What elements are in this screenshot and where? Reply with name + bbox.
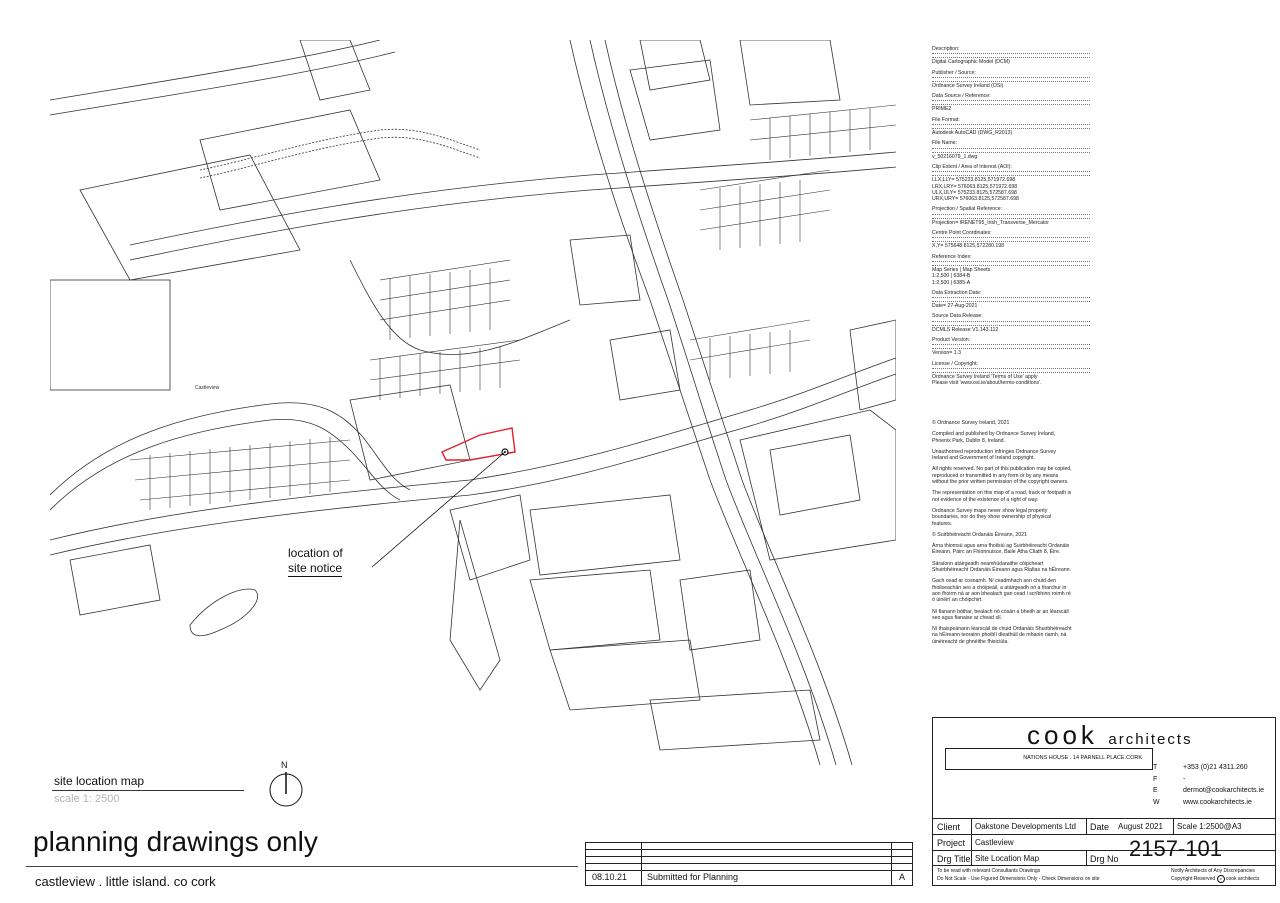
metadata-label: Source Data Release: <box>932 313 983 320</box>
metadata-label: Data Source / Reference: <box>932 93 991 100</box>
contact-row <box>1153 785 1273 797</box>
legend-title: site location map <box>54 774 145 788</box>
copyright-paragraph: Gach cead ar cosnamh. Ní ceadmhach aon chuid den fhoilseachán seo a chóipeáil, a atáirgeadh nó a tharchur in aon fhoirm ná ar aon bhealach gan cead i scríbhinn roimh ré ó úinéirí an chóipchirt. <box>932 578 1071 604</box>
firm-name-architects: architects <box>1108 731 1193 748</box>
enclosure <box>350 385 470 480</box>
contact-key: T <box>1153 764 1158 771</box>
copyright-paragraph: Ordnance Survey maps never show legal property boundaries, nor do they show ownership of physical features. <box>932 507 1052 527</box>
building <box>70 545 160 615</box>
metadata-rule <box>932 261 1090 266</box>
building <box>300 40 370 100</box>
middle-road <box>130 152 896 245</box>
watercourse <box>200 129 480 170</box>
revision-date: 08.10.21 <box>592 872 628 882</box>
copyright-paragraph: Ní thaispeánann léarscáil de chuid Ordanáis Shuirbhéireacht na hÉireann teorainn phoiblí dleathúil de mhaoin riamh, ná úinéireacht de ghnéithe fhisiciúla. <box>932 626 1072 645</box>
firm-address: NATIONS HOUSE . 14 PARNELL PLACE.CORK <box>1023 755 1142 761</box>
enclosure <box>570 235 640 305</box>
note-consultants: To be read with relevant Consultants Drawings <box>937 868 1041 874</box>
metadata-label: Projection / Spatial Reference: <box>932 206 1003 213</box>
contact-value: - <box>1183 775 1186 783</box>
contact-value: www.cookarchitects.ie <box>1183 798 1252 806</box>
copyright-mark: c <box>1217 875 1225 883</box>
main-road-edge <box>50 374 896 555</box>
metadata-value: LRX,LRY= 576063.8125,571972.698 <box>932 183 1018 190</box>
metadata-value: Please visit 'www.osi.ie/about/terms-conditions'. <box>932 380 1042 387</box>
metadata-rule <box>932 171 1090 176</box>
contact-key: F <box>1153 775 1158 783</box>
metadata-rule <box>932 100 1090 105</box>
ns-road-edge <box>590 40 836 765</box>
metadata-label: License / Copyright: <box>932 360 978 367</box>
metadata-rule <box>932 77 1090 82</box>
map-metadata <box>932 42 1092 387</box>
copyright-paragraph: Sáraíonn atáirgeadh neamhúdaraithe cóipcheart Shuirbhéireacht Ordanáis Éireann agus Rialtas na hÉireann. <box>932 560 1071 574</box>
enclosure <box>550 640 700 710</box>
metadata-value: Autodesk AutoCAD (DWG_R2013) <box>932 130 1013 137</box>
enclosure <box>610 330 680 400</box>
building <box>640 40 710 90</box>
enclosure <box>450 520 500 690</box>
drg-no-label: Drg No <box>1090 854 1119 864</box>
building <box>740 410 896 560</box>
site-notice-label-line1: location of <box>288 546 343 560</box>
building <box>650 690 820 750</box>
copyright-paragraph: All rights reserved. No part of this publication may be copied, reproduced or transmitted in any form or by any means without the prior written permission of the copyright owners. <box>932 466 1072 486</box>
site-notice-label-line2: site notice <box>288 561 343 575</box>
north-road <box>50 40 380 100</box>
planning-heading: planning drawings only <box>33 826 318 857</box>
metadata-label: File Name: <box>932 140 958 147</box>
contact-row <box>1153 774 1273 786</box>
contact-key: E <box>1153 787 1158 794</box>
metadata-value: Digital Cartographic Model (DCM) <box>932 59 1010 66</box>
client-value: Oakstone Developments Ltd <box>975 822 1076 831</box>
metadata-value: v_50216079_1.dwg <box>932 153 978 160</box>
revision-letter: A <box>899 872 906 882</box>
building <box>770 435 860 515</box>
metadata-label: Publisher / Source: <box>932 69 976 76</box>
metadata-rule <box>932 124 1090 129</box>
contact-row <box>1153 797 1273 809</box>
metadata-value: Version= 1.3 <box>932 350 961 357</box>
legend-scale: scale 1: 2500 <box>54 793 120 805</box>
metadata-rule <box>932 344 1090 349</box>
site-notice-label <box>288 546 343 577</box>
drg-title-label: Drg Title <box>937 854 971 864</box>
metadata-value: 1:2,500 | 6384-B <box>932 273 971 280</box>
metadata-rule <box>932 297 1090 302</box>
enclosure <box>450 495 530 580</box>
note-discrepancies: Notify Architects of Any Discrepancies <box>1171 868 1255 874</box>
metadata-value: ULX,ULY= 575233.8125,572587.698 <box>932 189 1017 196</box>
copyright-paragraph: Unauthorised reproduction infringes Ordnance Survey Ireland and Government of Ireland copyright. <box>932 448 1056 462</box>
copyright-paragraph: © Ordnance Survey Ireland, 2021 <box>932 420 1010 426</box>
building <box>530 495 680 575</box>
firm-name-cook: cook <box>1027 720 1098 750</box>
north-letter: N <box>281 760 288 770</box>
metadata-value: Ordnance Survey Ireland (OSi) <box>932 82 1004 89</box>
building <box>680 570 760 650</box>
metadata-label: Clip Extent / Area of Interest (AOI): <box>932 163 1012 170</box>
north-arrow <box>268 760 304 808</box>
metadata-label: Product Version: <box>932 337 971 344</box>
footer-rule <box>26 866 578 867</box>
middle-road-edge <box>130 167 896 260</box>
scale-value: Scale 1:2500@A3 <box>1177 822 1242 831</box>
plot-grid <box>130 105 896 510</box>
project-label: Project <box>937 838 966 848</box>
building <box>630 60 720 140</box>
copyright-paragraph: Compiled and published by Ordnance Survey Ireland, Phoenix Park, Dublin 8, Ireland. <box>932 431 1056 444</box>
contact-value: dermot@cookarchitects.ie <box>1183 787 1265 794</box>
metadata-value: Projection= IRENET95_Irish_Transverse_Mercator <box>932 219 1050 226</box>
metadata-rule <box>932 214 1090 219</box>
metadata-label: Reference Index: <box>932 253 972 260</box>
metadata-value: Map Series | Map Sheets <box>932 266 991 273</box>
building <box>80 155 300 280</box>
drg-no-value: 2157-101 <box>1129 836 1222 861</box>
metadata-value: DCMLS Release V1.143.112 <box>932 326 999 333</box>
main-road <box>50 358 896 540</box>
metadata-value: URX,URY= 576063.8125,572587.698 <box>932 196 1019 203</box>
legend-rule <box>52 790 244 791</box>
client-label: Client <box>937 822 961 832</box>
metadata-value: PRIME2 <box>932 106 952 113</box>
metadata-rule <box>932 321 1090 326</box>
estate-road <box>350 260 570 355</box>
firm-address-box <box>945 748 1153 770</box>
metadata-label: Data Extraction Date: <box>932 289 982 296</box>
building <box>850 320 896 410</box>
place-label: Castleview <box>195 385 220 391</box>
building <box>50 280 170 390</box>
ns-road <box>570 40 820 765</box>
building <box>740 40 840 105</box>
pond <box>190 589 258 636</box>
firm-logo <box>1027 720 1193 751</box>
metadata-label: Description: <box>932 46 960 52</box>
contact-row <box>1153 762 1273 774</box>
metadata-rule <box>932 368 1090 373</box>
copyright-paragraph: The representation on this map of a road, track or footpath is not evidence of the existence of a right of way. <box>932 490 1072 503</box>
metadata-label: File Format: <box>932 116 960 123</box>
drg-title-value: Site Location Map <box>975 854 1040 863</box>
copyright-notes <box>932 420 1072 650</box>
metadata-label: Centre Point Coordinates: <box>932 230 992 237</box>
metadata-rule <box>932 53 1090 58</box>
metadata-rule <box>932 148 1090 153</box>
castleview-road <box>50 419 400 510</box>
date-label: Date <box>1090 822 1110 832</box>
enclosure <box>530 570 660 650</box>
copyright-paragraph: Ní fianann bóthar, bealach nó cosán a bheith ar an léarscáil seo agus fianaise ar chead slí. <box>932 608 1069 621</box>
contact-key: W <box>1153 798 1160 806</box>
title-block <box>932 717 1276 886</box>
date-value: August 2021 <box>1118 822 1163 831</box>
note-do-not-scale: Do Not Scale - Use Figured Dimensions Only - Check Dimensions on site <box>937 876 1100 882</box>
ns-road-2 <box>605 40 852 765</box>
contact-value: +353 (0)21 4311.260 <box>1183 764 1248 771</box>
site-address: castleview . little island. co cork <box>35 874 216 889</box>
metadata-value: 1:2,500 | 6385-A <box>932 279 971 286</box>
copyright-paragraph: Arna thiomsú agus arna fhoilsiú ag Suirbhéireacht Ordanáis Éireann, Páirc an Fhionnuisce, Baile Átha Cliath 8, Éire. <box>932 543 1070 556</box>
site-location-map <box>50 40 896 765</box>
note-copyright: Copyright Reserved c cook architects <box>1171 876 1260 882</box>
metadata-rule <box>932 237 1090 242</box>
metadata-value: LLX,LLY= 575233.8125,571972.698 <box>932 177 1016 184</box>
metadata-value: X,Y= 575648.8125,572280.198 <box>932 243 1004 250</box>
north-road-edge <box>50 52 395 115</box>
metadata-value: Date= 27-Aug-2021 <box>932 303 978 310</box>
watercourse <box>200 137 480 178</box>
contact-list <box>1153 762 1273 808</box>
project-value: Castleview <box>975 838 1014 847</box>
copyright-paragraph: © Suirbhéireacht Ordanáis Éireann, 2021 <box>932 531 1027 538</box>
metadata-value: Ordnance Survey Ireland 'Terms of Use' apply <box>932 373 1038 380</box>
site-notice-leader <box>372 452 505 567</box>
revision-block <box>585 842 913 886</box>
revision-description: Submitted for Planning <box>647 872 739 882</box>
